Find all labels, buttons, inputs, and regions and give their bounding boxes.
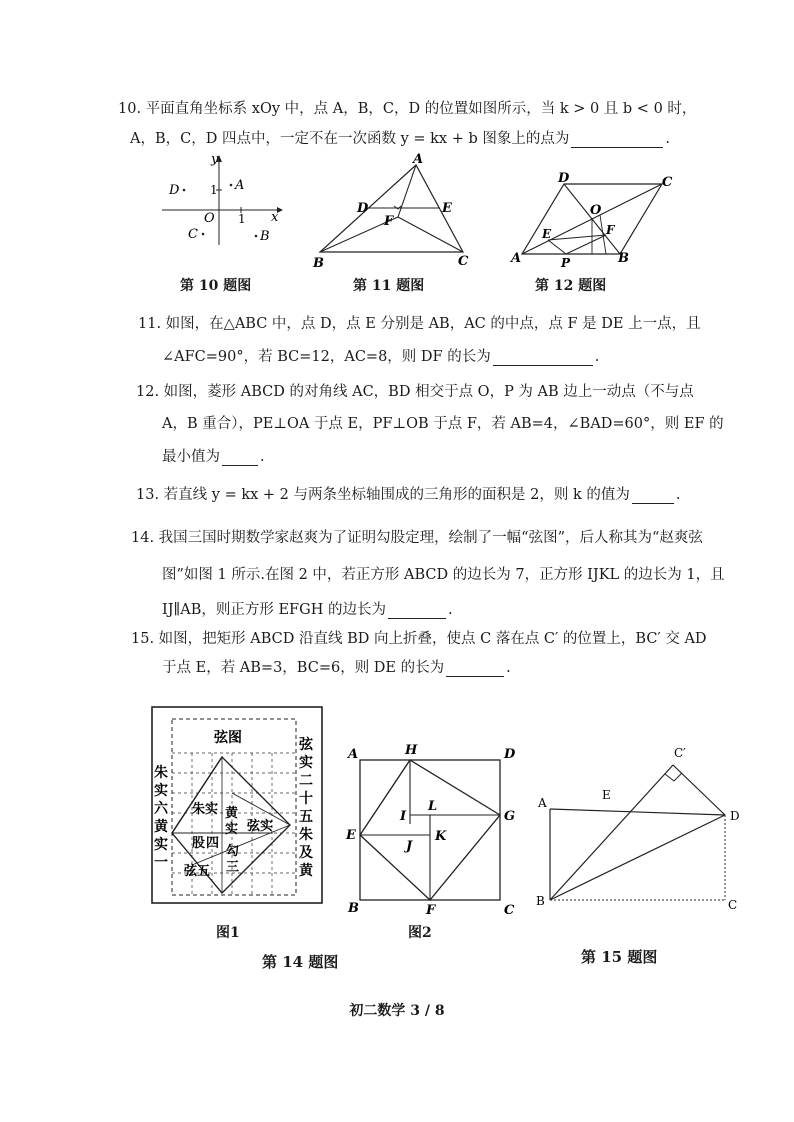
fig11-caption: 第 11 题图 <box>353 278 425 294</box>
fig14-1-right-char: 实 <box>299 755 313 771</box>
fig15-label-C: C <box>728 898 738 912</box>
fig10-label-O: O <box>204 211 215 226</box>
q12-line3: 最小值为 . <box>162 449 265 465</box>
fig12-caption: 第 12 题图 <box>535 278 607 294</box>
fig14-1-huang-char: 黄 <box>225 806 239 821</box>
fig11-label-E: E <box>442 201 452 216</box>
q11-line2: ∠AFC=90°，若 BC=12，AC=8，则 DF 的长为 . <box>162 349 600 365</box>
q12-answer-blank[interactable] <box>222 451 258 466</box>
fig12-label-B: B <box>618 251 629 266</box>
q12-line2: A，B 重合），PE⊥OA 于点 E，PF⊥OB 于点 F，若 AB=4，∠BAD=60°，则 EF 的 <box>162 416 724 432</box>
fig14-1-gou-char: 三 <box>226 860 240 875</box>
fig10-label-C: C <box>188 227 198 242</box>
fig10-label-y: y <box>211 152 219 167</box>
fig10-label-x: x <box>271 210 279 225</box>
fig12-label-E: E <box>542 227 552 241</box>
fig14-2-label-A: A <box>348 747 359 762</box>
fig14-2-label-G: G <box>504 809 516 824</box>
fig14-1-left-char: 一 <box>154 855 168 871</box>
q15-line2: 于点 E，若 AB=3，BC=6，则 DE 的长为 . <box>162 660 511 676</box>
fig12-label-C: C <box>662 175 673 190</box>
fig12-label-F: F <box>606 223 615 237</box>
fig14-1-left-char: 黄 <box>154 819 168 835</box>
fig14-1-right-char: 弦 <box>299 737 313 753</box>
fig11-label-C: C <box>458 254 469 269</box>
fig14-1-left-char: 朱 <box>154 765 168 781</box>
fig15-label-D: D <box>730 809 740 823</box>
q14-answer-blank[interactable] <box>388 604 446 619</box>
q10-answer-blank[interactable] <box>571 133 663 148</box>
fig15-label-A: A <box>538 796 547 810</box>
fig12-rhombus-diagram <box>508 170 678 270</box>
fig15-caption: 第 15 题图 <box>581 948 658 966</box>
fig14-1-caption: 图1 <box>216 925 240 941</box>
q14-line1: 14. 我国三国时期数学家赵爽为了证明勾股定理，绘制了一幅“弦图”，后人称其为“赵爽弦 <box>131 530 703 546</box>
fig12-label-P: P <box>561 256 571 270</box>
fig10-label-D: D <box>169 183 180 198</box>
fig14-1-right-char: 朱 <box>299 827 313 843</box>
fig14-2-label-E: E <box>346 828 356 843</box>
fig15-label-B: B <box>536 894 545 908</box>
q15-line1: 15. 如图，把矩形 ABCD 沿直线 BD 向上折叠，使点 C 落在点 C′ 的位置上，BC′ 交 AD <box>131 631 707 647</box>
fig15-fold-diagram <box>530 735 750 915</box>
fig14-1-right-char: 五 <box>299 809 313 825</box>
fig14-2-caption: 图2 <box>408 925 432 941</box>
fig14-1-xianshi: 弦实 <box>247 819 274 834</box>
fig12-label-O: O <box>590 203 602 218</box>
fig15-label-Cprime: C′ <box>674 746 686 760</box>
fig14-1-xiantu-diagram <box>150 705 325 905</box>
q15-answer-blank[interactable] <box>446 662 504 677</box>
q14-line2: 图”如图 1 所示.在图 2 中，若正方形 ABCD 的边长为 7，正方形 IJKL 的边长为 1，且 <box>162 567 725 583</box>
fig14-2-label-D: D <box>504 747 516 762</box>
fig14-1-right-column <box>298 736 314 879</box>
fig14-1-gu-char: 四 <box>206 836 220 851</box>
q12-line1: 12. 如图，菱形 ABCD 的对角线 AC，BD 相交于点 O，P 为 AB 边上一动点（不与点 <box>136 384 694 400</box>
fig11-label-D: D <box>357 201 369 216</box>
fig14-2-label-F: F <box>426 903 436 918</box>
fig12-label-A: A <box>511 251 522 266</box>
fig14-2-label-C: C <box>504 903 515 918</box>
fig11-label-A: A <box>413 152 424 167</box>
q11-answer-blank[interactable] <box>493 351 593 366</box>
q10-line2: A，B，C，D 四点中，一定不在一次函数 y = kx + b 图象上的点为 . <box>130 131 670 147</box>
q10-line1: 10. 平面直角坐标系 xOy 中，点 A，B，C，D 的位置如图所示，当 k > 0 且 b < 0 时， <box>118 101 697 117</box>
fig15-label-E: E <box>602 788 611 802</box>
fig14-1-right-char: 十 <box>299 791 313 807</box>
fig10-tick-1y: 1 <box>210 183 218 197</box>
fig14-1-top-title: 弦图 <box>214 730 242 746</box>
q11-line1: 11. 如图，在△ABC 中，点 D，点 E 分别是 AB，AC 的中点，点 F 是 DE 上一点，且 <box>138 316 701 332</box>
fig10-coordinate-diagram <box>155 150 285 250</box>
fig14-1-right-char: 及 <box>299 845 313 861</box>
fig10-tick-1x: 1 <box>238 212 246 226</box>
fig14-1-gou-char: 勾 <box>226 844 240 859</box>
fig14-2-squares-diagram <box>340 740 516 920</box>
fig12-label-D: D <box>558 171 570 186</box>
fig14-1-right-char: 二 <box>299 773 313 789</box>
fig11-label-B: B <box>313 256 324 271</box>
fig14-1-xianwu: 弦五 <box>184 864 211 879</box>
q14-line3: IJ∥AB，则正方形 EFGH 的边长为 . <box>162 602 453 618</box>
fig14-1-right-char: 黄 <box>299 863 313 879</box>
fig10-label-B: B <box>260 229 270 244</box>
fig14-1-left-char: 六 <box>154 801 168 817</box>
fig14-2-label-L: L <box>428 799 438 814</box>
fig14-1-gu-char: 股 <box>192 836 206 851</box>
fig14-1-huang-char: 实 <box>225 822 239 837</box>
fig11-label-F: F <box>384 214 394 229</box>
fig14-1-left-char: 实 <box>154 837 168 853</box>
fig14-2-label-I: I <box>400 809 407 824</box>
fig10-caption: 第 10 题图 <box>180 278 252 294</box>
fig11-triangle-diagram <box>310 152 480 271</box>
fig14-caption: 第 14 题图 <box>262 953 339 971</box>
fig14-2-label-B: B <box>348 901 359 916</box>
fig14-1-zhushi: 朱实 <box>192 802 219 817</box>
fig14-2-label-J: J <box>406 839 413 854</box>
fig14-2-label-H: H <box>405 743 418 758</box>
fig14-2-label-K: K <box>435 829 447 844</box>
fig14-1-left-column <box>154 764 169 871</box>
fig10-label-A: A <box>235 178 245 193</box>
q13-line1: 13. 若直线 y = kx + 2 与两条坐标轴围成的三角形的面积是 2，则 k 的值为 . <box>136 487 681 503</box>
q13-answer-blank[interactable] <box>632 489 674 504</box>
page-footer: 初二数学 3 / 8 <box>349 1003 445 1019</box>
fig14-1-left-char: 实 <box>154 783 168 799</box>
